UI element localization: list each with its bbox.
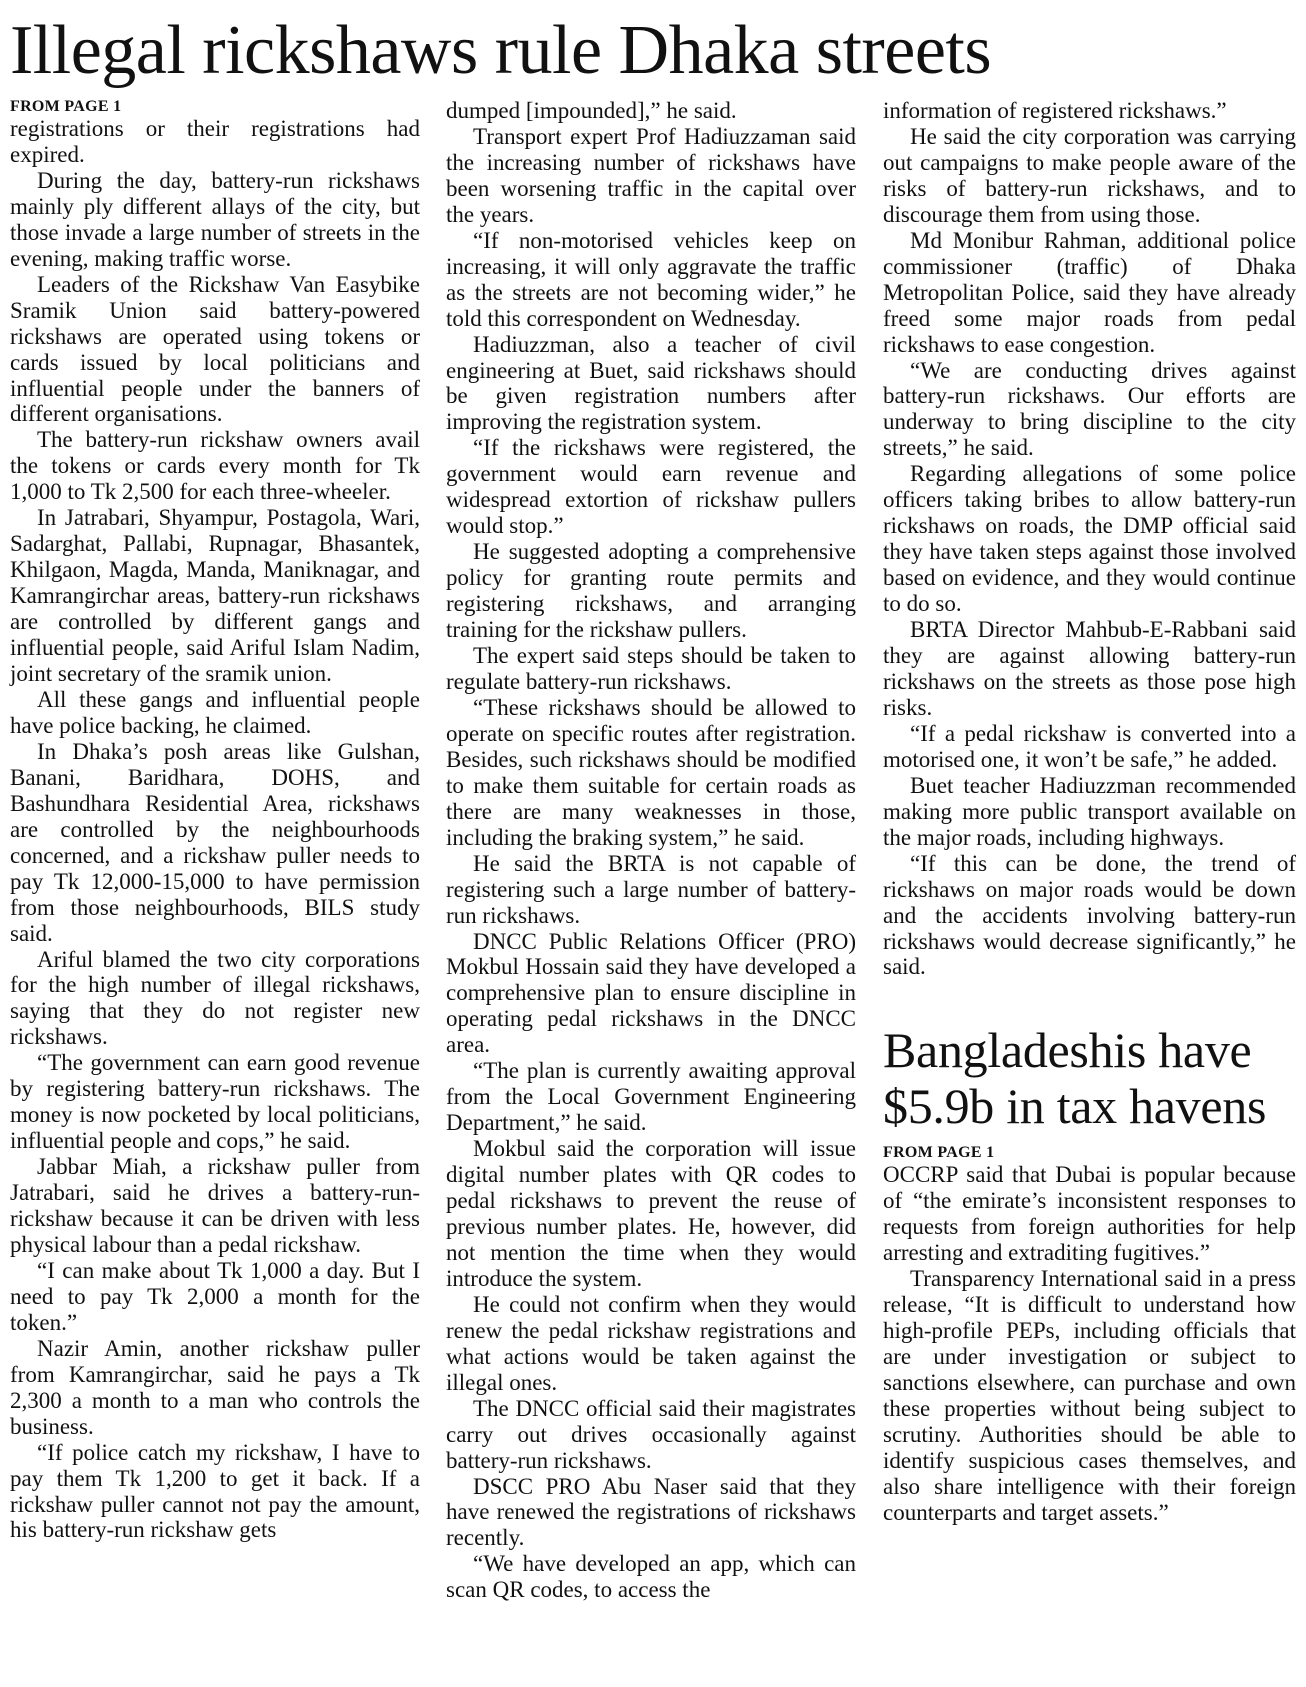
paragraph: He could not confirm when they would renew the pedal rickshaw registrations and what actions would be taken against the illegal ones. [446,1291,856,1395]
paragraph: Leaders of the Rickshaw Van Easybike Sramik Union said battery-powered rickshaws are operated using tokens or cards issued by local politicians and influential people under the banners of different organisations. [10,271,420,427]
continuation-kicker: FROM PAGE 1 [883,1144,995,1162]
paragraph: In Jatrabari, Shyampur, Postagola, Wari, Sadarghat, Pallabi, Rupnagar, Bhasantek, Khilgaon, Magda, Manda, Maniknagar, and Kamrangirchar areas, battery-run rickshaws are controlled by different gangs and influential people, said Ariful Islam Nadim, joint secretary of the sramik union. [10,505,420,687]
paragraph: DNCC Public Relations Officer (PRO) Mokbul Hossain said they have developed a comprehensive plan to ensure discipline in operating pedal rickshaws in the DNCC area. [446,928,856,1058]
continuation-kicker: FROM PAGE 1 [10,98,122,115]
paragraph: He said the BRTA is not capable of registering such a large number of battery-run rickshaws. [446,850,856,928]
paragraph: “If non-motorised vehicles keep on increasing, it will only aggravate the traffic as the streets are not becoming wider,” he told this correspondent on Wednesday. [446,227,856,331]
paragraph: “If this can be done, the trend of rickshaws on major roads would be down and the accidents involving battery-run rickshaws would decrease significantly,” he said. [883,850,1296,980]
paragraph: “I can make about Tk 1,000 a day. But I need to pay Tk 2,000 a month for the token.” [10,1257,420,1335]
paragraph: “If the rickshaws were registered, the government would earn revenue and widespread extortion of rickshaw pullers would stop.” [446,435,856,539]
paragraph: The battery-run rickshaw owners avail the tokens or cards every month for Tk 1,000 to Tk 2,500 for each three-wheeler. [10,427,420,505]
paragraph: Ariful blamed the two city corporations for the high number of illegal rickshaws, saying that they do not register new rickshaws. [10,946,420,1050]
paragraph: registrations or their registrations had expired. [10,116,420,167]
paragraph: Nazir Amin, another rickshaw puller from Kamrangirchar, said he pays a Tk 2,300 a month to a man who controls the business. [10,1335,420,1439]
paragraph: Hadiuzzman, also a teacher of civil engineering at Buet, said rickshaws should be given registration numbers after improving the registration system. [446,331,856,435]
paragraph: Transparency International said in a press release, “It is difficult to understand how high-profile PEPs, including officials that are under investigation or subject to sanctions elsewhere, can purchase and own these properties without being subject to scrutiny. Authorities should be able to identify suspicious cases themselves, and also share intelligence with their foreign counterparts and target assets.” [883,1266,1296,1525]
paragraph: Buet teacher Hadiuzzman recommended making more public transport available on the major roads, including highways. [883,772,1296,850]
paragraph: DSCC PRO Abu Naser said that they have renewed the registrations of rickshaws recently. [446,1473,856,1551]
paragraph: Transport expert Prof Hadiuzzaman said the increasing number of rickshaws have been worsening traffic in the capital over the years. [446,123,856,227]
paragraph: BRTA Director Mahbub-E-Rabbani said they are against allowing battery-run rickshaws on the streets as those pose high risks. [883,617,1296,720]
paragraph: Md Monibur Rahman, additional police commissioner (traffic) of Dhaka Metropolitan Police, said they have already freed some major roads from pedal rickshaws to ease congestion. [883,227,1296,357]
secondary-headline: Bangladeshis have $5.9b in tax havens [883,1022,1267,1135]
paragraph: He said the city corporation was carrying out campaigns to make people aware of the risks of battery-run rickshaws, and to discourage them from using those. [883,123,1296,227]
paragraph: “If a pedal rickshaw is converted into a motorised one, it won’t be safe,” he added. [883,720,1296,772]
article-column-2 [446,98,856,1603]
paragraph: Regarding allegations of some police officers taking bribes to allow battery-run rickshaws on roads, the DMP official said they have taken steps against those involved based on evidence, and they would continue to do so. [883,461,1296,617]
paragraph: “If police catch my rickshaw, I have to pay them Tk 1,200 to get it back. If a rickshaw puller cannot not pay the amount, his battery-run rickshaw gets [10,1439,420,1543]
paragraph: During the day, battery-run rickshaws mainly ply different allays of the city, but those invade a large number of streets in the evening, making traffic worse. [10,167,420,271]
paragraph: “The government can earn good revenue by registering battery-run rickshaws. The money is now pocketed by local politicians, influential people and cops,” he said. [10,1050,420,1154]
paragraph: The expert said steps should be taken to regulate battery-run rickshaws. [446,643,856,694]
newspaper-page [10,0,1296,1687]
paragraph: Jabbar Miah, a rickshaw puller from Jatrabari, said he drives a battery-run-rickshaw because it can be driven with less physical labour than a pedal rickshaw. [10,1154,420,1257]
headline: Illegal rickshaws rule Dhaka streets [10,12,992,89]
paragraph: “These rickshaws should be allowed to operate on specific routes after registration. Besides, such rickshaws should be modified to make them suitable for certain roads as there are many weaknesses in those, including the braking system,” he said. [446,694,856,850]
paragraph: “The plan is currently awaiting approval from the Local Government Engineering Department,” he said. [446,1058,856,1136]
paragraph: OCCRP said that Dubai is popular because of “the emirate’s inconsistent responses to requests from foreign authorities for help arresting and extraditing fugitives.” [883,1162,1296,1266]
paragraph: dumped [impounded],” he said. [446,98,737,123]
paragraph: information of registered rickshaws.” [883,98,1227,123]
paragraph: Mokbul said the corporation will issue digital number plates with QR codes to pedal rickshaws to prevent the reuse of previous number plates. He, however, did not mention the time when they would introduce the system. [446,1136,856,1291]
paragraph: He suggested adopting a comprehensive policy for granting route permits and registering rickshaws, and arranging training for the rickshaw pullers. [446,539,856,643]
paragraph: All these gangs and influential people have police backing, he claimed. [10,686,420,738]
paragraph: The DNCC official said their magistrates carry out drives occasionally against battery-run rickshaws. [446,1395,856,1473]
paragraph: In Dhaka’s posh areas like Gulshan, Banani, Baridhara, DOHS, and Bashundhara Residential Area, rickshaws are controlled by the neighbourhoods concerned, and a rickshaw puller needs to pay Tk 12,000-15,000 to have permission from those neighbourhoods, BILS study said. [10,738,420,946]
article-column-3 [883,98,1296,1526]
paragraph: “We have developed an app, which can scan QR codes, to access the [446,1551,856,1603]
article-column-1 [10,98,420,1543]
paragraph: “We are conducting drives against battery-run rickshaws. Our efforts are underway to bring discipline to the city streets,” he said. [883,357,1296,461]
